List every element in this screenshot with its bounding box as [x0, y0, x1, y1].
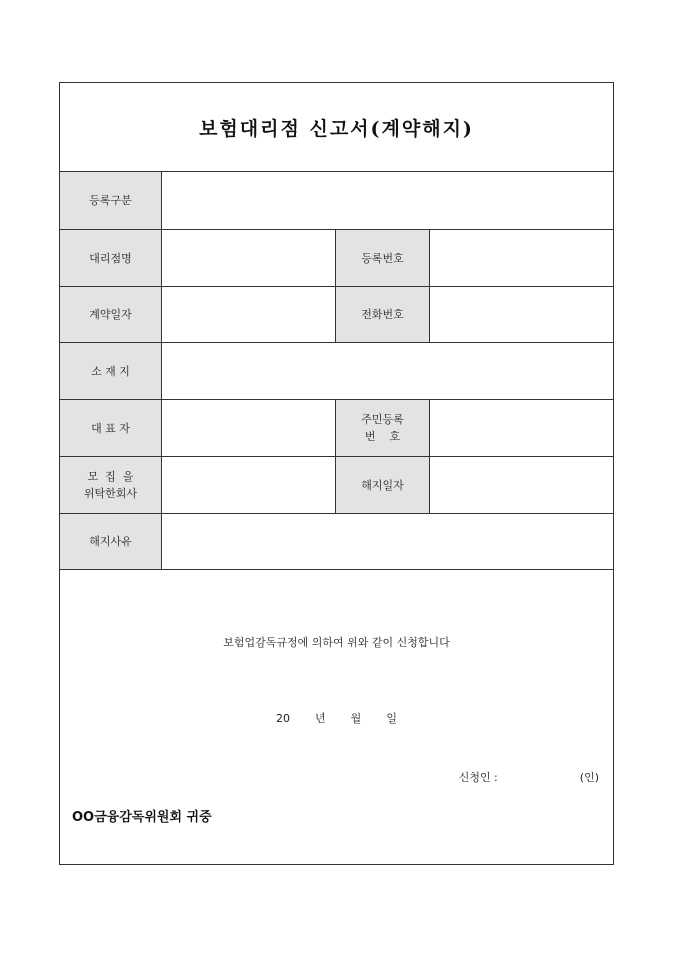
field-contract-date[interactable] [162, 287, 336, 342]
field-termination-reason[interactable] [162, 514, 613, 569]
title-row [60, 83, 613, 172]
field-agency-name[interactable] [162, 230, 336, 286]
date-year-label: 년 [315, 712, 326, 725]
row-representative [60, 400, 613, 457]
recipient-text: OO금융감독위원회 귀중 [72, 810, 212, 825]
label-representative: 대 표 자 [60, 400, 162, 456]
label-phone: 전화번호 [336, 287, 430, 342]
row-location [60, 343, 613, 400]
report-form [59, 82, 614, 865]
label-entrusting-company [60, 457, 162, 513]
label-registration-number: 등록번호 [336, 230, 430, 286]
date-line [60, 710, 613, 726]
label-resident-number [336, 400, 430, 456]
label-resident-number-line2: 번 호 [364, 430, 401, 443]
field-termination-date[interactable] [430, 457, 613, 513]
field-location[interactable] [162, 343, 613, 399]
form-title: 보험대리점 신고서(계약해지) [199, 117, 474, 140]
label-location: 소 재 지 [60, 343, 162, 399]
applicant-label: 신청인 : [458, 771, 498, 784]
row-termination-reason [60, 514, 613, 570]
field-registration-type[interactable] [162, 172, 613, 229]
form-footer [60, 570, 613, 866]
date-day-label: 일 [386, 712, 397, 725]
label-registration-type: 등록구분 [60, 172, 162, 229]
row-registration-type [60, 172, 613, 230]
row-agency [60, 230, 613, 287]
applicant-seal: (인) [579, 771, 599, 784]
row-entrusting [60, 457, 613, 514]
date-year-prefix: 20 [276, 712, 291, 725]
label-termination-date: 해지일자 [336, 457, 430, 513]
label-entrusting-line2: 위탁한회사 [83, 487, 138, 500]
form-grid [60, 172, 613, 570]
applicant-line [459, 769, 599, 785]
label-entrusting-line1: 모 집 을 [87, 470, 134, 483]
field-resident-number[interactable] [430, 400, 613, 456]
label-agency-name: 대리점명 [60, 230, 162, 286]
field-representative[interactable] [162, 400, 336, 456]
field-registration-number[interactable] [430, 230, 613, 286]
label-resident-number-line1: 주민등록 [361, 413, 404, 426]
field-phone[interactable] [430, 287, 613, 342]
date-month-label: 월 [350, 712, 362, 725]
statement-text: 보험업감독규정에 의하여 위와 같이 신청합니다 [223, 636, 450, 649]
field-entrusting-company[interactable] [162, 457, 336, 513]
label-contract-date: 계약일자 [60, 287, 162, 342]
label-termination-reason: 해지사유 [60, 514, 162, 569]
row-contract [60, 287, 613, 343]
